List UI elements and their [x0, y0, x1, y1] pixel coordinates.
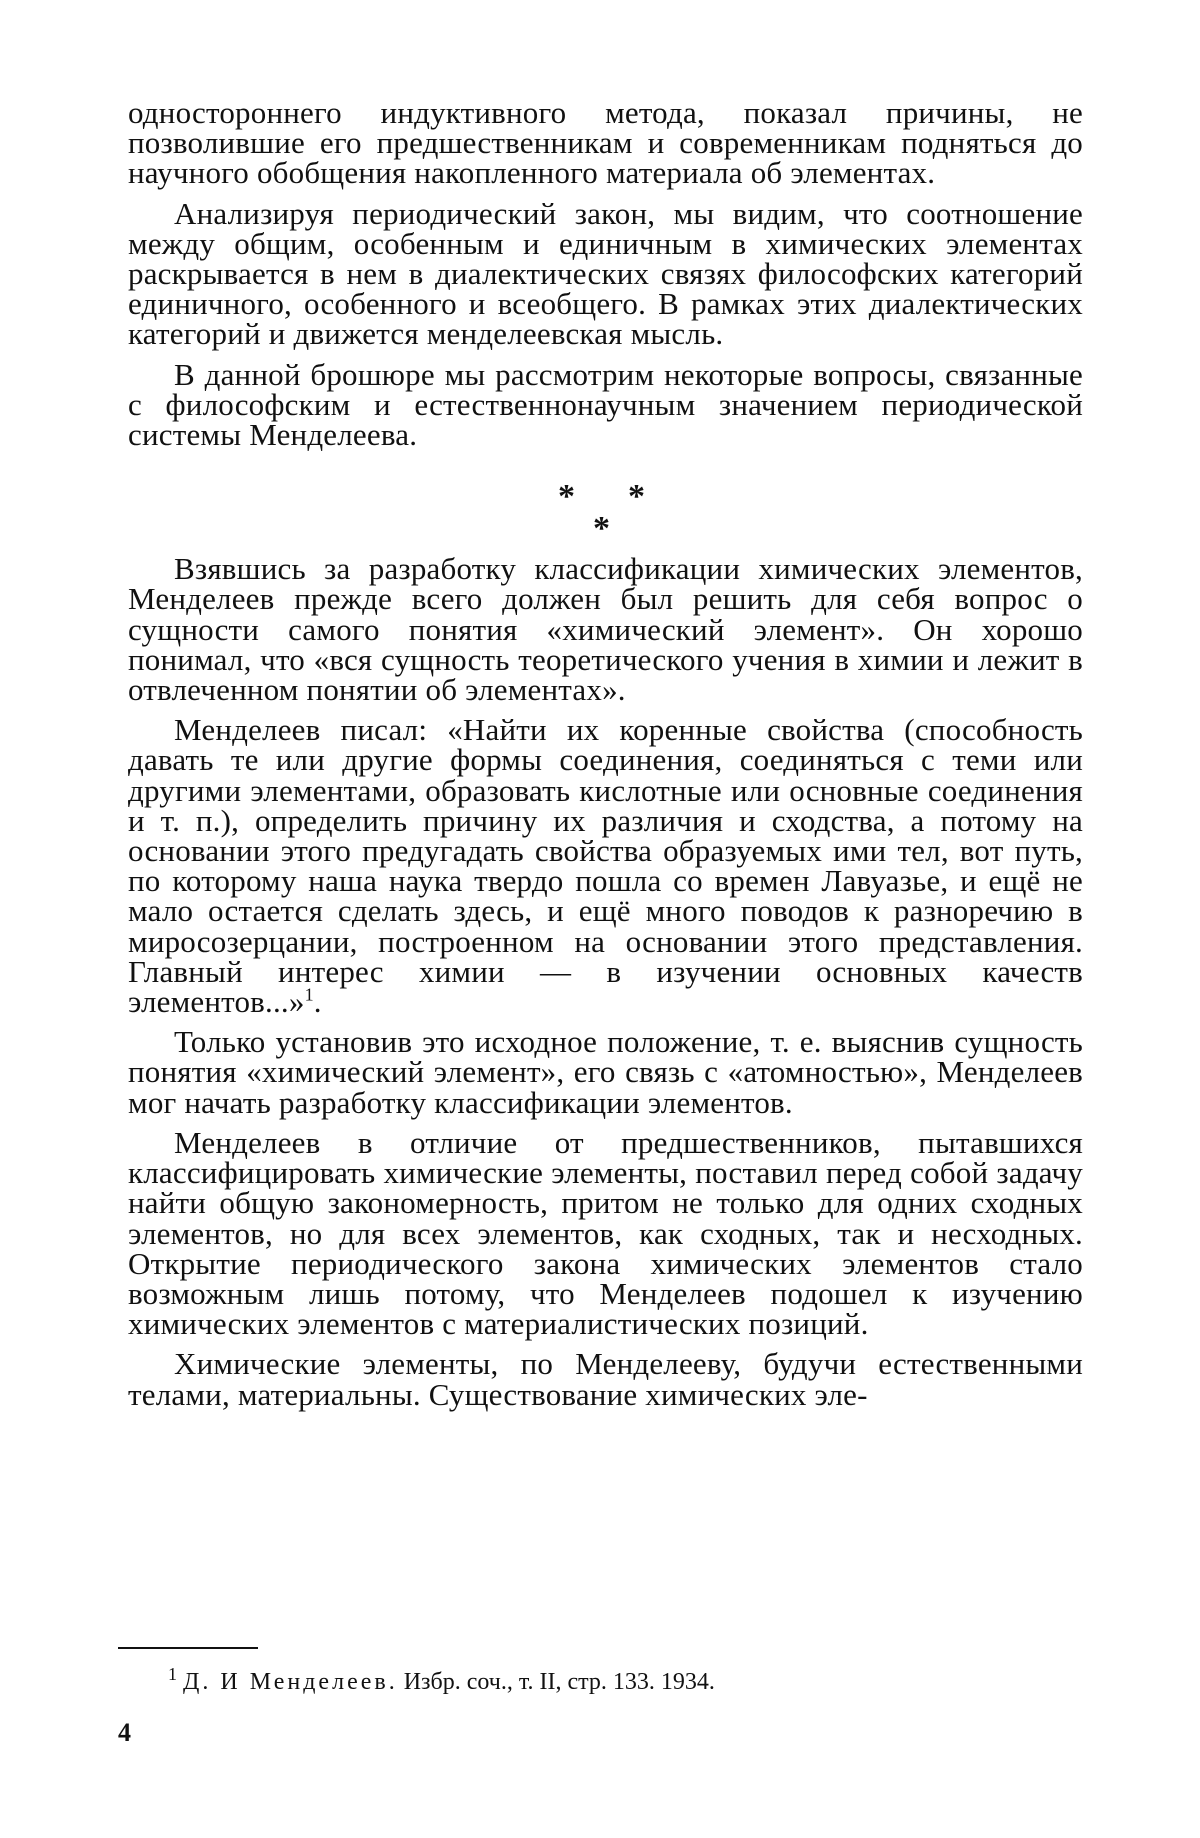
- footnote-divider: [118, 1647, 258, 1649]
- paragraph: Химические элементы, по Менделееву, будучи естественными телами, материальны. Существование химических эле-: [128, 1349, 1083, 1409]
- paragraph: одностороннего индуктивного метода, показал причины, не позволившие его предшественникам и современникам подняться до научного обобщения накопленного материала об элементах.: [128, 98, 1083, 189]
- paragraph-with-footnote: [128, 715, 1083, 1017]
- separator-star: *: [628, 480, 645, 514]
- footnote-citation: Избр. соч., т. II, стр. 133. 1934.: [404, 1669, 715, 1695]
- footnote-reference: 1: [305, 985, 314, 1005]
- footnote: [168, 1668, 715, 1696]
- section-separator: [128, 462, 1083, 554]
- paragraph: Анализируя периодический закон, мы видим, что соотношение между общим, особенным и единичным в химических элементах раскрывается в нем в диалектических связях философских категорий единичного, особенного и всеобщего. В рамках этих диалектических категорий и движется менделеевская мысль.: [128, 199, 1083, 350]
- paragraph: Только установив это исходное положение, т. е. выяснив сущность понятия «химический элемент», его связь с «атомностью», Менделеев мог начать разработку классификации элементов.: [128, 1027, 1083, 1118]
- paragraph: Взявшись за разработку классификации химических элементов, Менделеев прежде всего должен был решить для себя вопрос о сущности самого понятия «химический элемент». Он хорошо понимал, что «вся сущность теоретического учения в химии и лежит в отвлеченном понятии об элементах».: [128, 554, 1083, 705]
- page-body: [128, 98, 1083, 1410]
- separator-star: *: [593, 512, 610, 546]
- paragraph-tail: .: [314, 984, 322, 1019]
- paragraph: Менделеев в отличие от предшественников, пытавшихся классифицировать химические элементы, поставил перед собой задачу найти общую закономерность, притом не только для одних сходных элементов, но для всех элементов, как сходных, так и несходных. Открытие периодического закона химических элементов стало возможным лишь потому, что Менделеев подошел к изучению химических элементов с материалистических позиций.: [128, 1128, 1083, 1339]
- footnote-author: Д. И Менделеев.: [183, 1669, 398, 1695]
- paragraph-text: Менделеев писал: «Найти их коренные свойства (способность давать те или другие формы соединения, соединяться с теми или другими элементами, образовать кислотные или основные соединения и т. п.), определить причину их различия и сходства, а потому на основании этого предугадать свойства образуемых ими тел, вот путь, по которому наша наука твердо пошла со времен Лавуазье, и ещё не мало остается сделать здесь, и ещё много поводов к разноречию в миросозерцании, построенном на основании этого представления. Главный интерес химии — в изучении основных качеств элементов...»: [128, 712, 1083, 1019]
- page-number: 4: [118, 1718, 131, 1748]
- separator-star: *: [558, 480, 575, 514]
- footnote-marker: 1: [168, 1664, 177, 1684]
- paragraph: В данной брошюре мы рассмотрим некоторые вопросы, связанные с философским и естественнонаучным значением периодической системы Менделеева.: [128, 360, 1083, 451]
